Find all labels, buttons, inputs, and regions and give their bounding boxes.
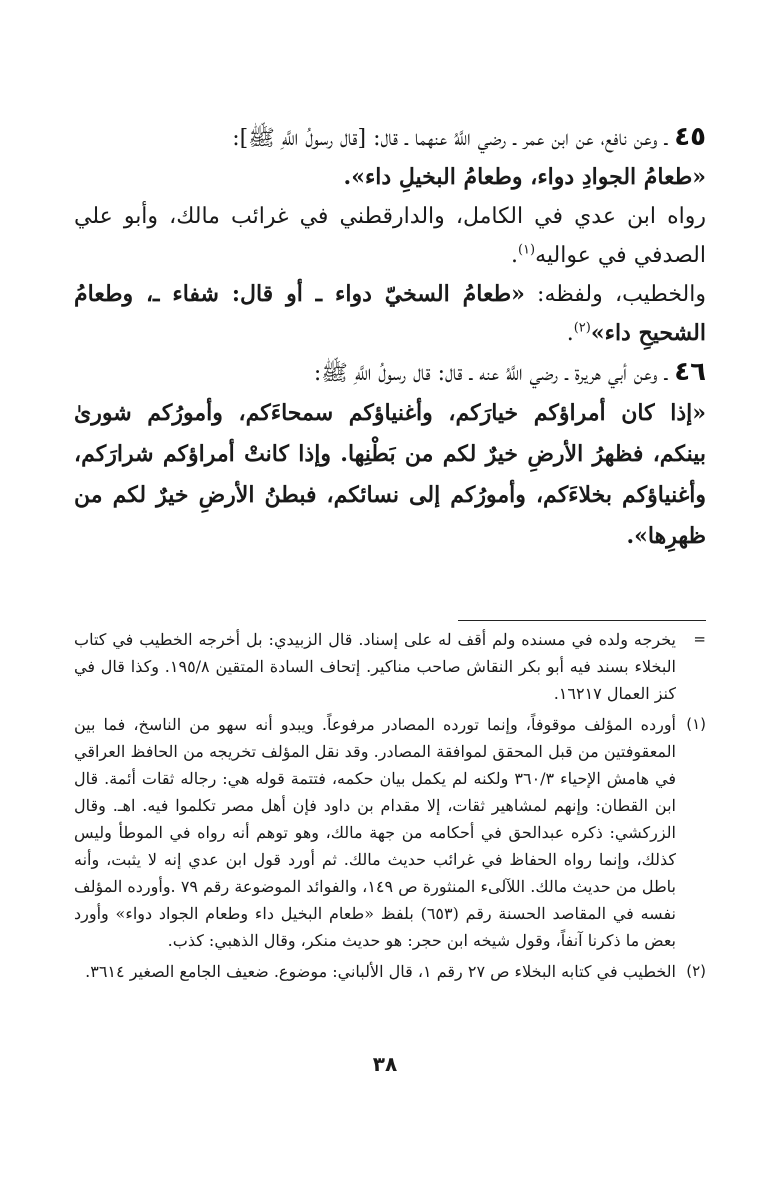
footnote-ref-2: (٢) bbox=[573, 320, 591, 336]
khatib-quote: «طعامُ السخيّ دواء ـ أو قال: شفاء ـ، وطعامُ الشحيحِ داء» bbox=[74, 281, 706, 346]
footnote-text: الخطيب في كتابه البخلاء ص ٢٧ رقم ١، قال الألباني: موضوع. ضعيف الجامع الصغير ٣٦١٤. bbox=[85, 962, 676, 981]
main-text bbox=[74, 118, 706, 557]
khatib-narration bbox=[74, 275, 706, 353]
footnote-separator bbox=[458, 620, 706, 621]
hadith-45-source-text: رواه ابن عدي في الكامل، والدارقطني في غرائب مالك، وأبو علي الصدفي في عواليه bbox=[74, 204, 706, 268]
hadith-46-intro: ـ وعن أبي هريرة ـ رضي اللَّهُ عنه ـ قال: قال رسولُ اللَّهِ ﷺ: bbox=[313, 361, 668, 386]
footnote-mark: (١) bbox=[686, 715, 706, 733]
khatib-end: . bbox=[566, 321, 574, 346]
footnote-mark: (٢) bbox=[686, 962, 706, 980]
footnote-continuation bbox=[74, 626, 706, 707]
footnote-1 bbox=[74, 711, 706, 954]
footnote-text: أورده المؤلف موقوفاً، وإنما تورده المصادر مرفوعاً. ويبدو أنه سهو من الناسخ، فما بين المعقوفتين من قبل المحقق لموافقة المصادر. وقد نقل المؤلف تخريجه من الحافظ العراقي في هامش الإحياء ٣٦٠/٣ ولكنه لم يكمل بيان حكمه، فتتمة قوله هي: رجاله ثقات أئمة. قال ابن القطان: وإنهم لمشاهير ثقات، إلا مقدام بن داود فإن أهل مصر تكلموا فيه. اهـ. وقال الزركشي: ذكره عبدالحق في أحكامه من جهة مالك، وهو توهم أنه رواه في الموطأ وليس كذلك، وإنما رواه الحفاظ في غرائب حديث مالك. ثم أورد قول ابن عدي إنه لا يثبت، وأنه باطل من حديث مالك. اللآلىء المنثورة ص ١٤٩، والفوائد الموضوعة رقم ٧٩ .وأورده المؤلف نفسه في المقاصد الحسنة رقم (٦٥٣) بلفظ «طعام البخيل داء وطعام الجواد دواء» وأورد بعض ما ذكرنا آنفاً، وقول شيخه ابن حجر: هو حديث منكر، وقال الذهبي: كذب. bbox=[74, 715, 677, 950]
hadith-45-quote: «طعامُ الجوادِ دواء، وطعامُ البخيلِ داء». bbox=[343, 164, 706, 190]
page-number: ٣٨ bbox=[372, 1052, 398, 1076]
footnote-ref-1: (١) bbox=[517, 242, 536, 258]
hadith-45-intro: ـ وعن نافع، عن ابن عمر ـ رضي اللَّهُ عنهما ـ قال: [قال رسولُ اللَّهِ ﷺ]: bbox=[232, 126, 668, 151]
hadith-46-quote: «إذا كان أمراؤكم خيارَكم، وأغنياؤكم سمحاءَكم، وأمورُكم شورىٰ بينكم، فظهرُ الأرضِ خيرٌ لكم من بَطْنِها. وإذا كانتْ أمراؤكم شرارَكم، وأغنياؤكم بخلاءَكم، وأمورُكم إلى نسائكم، فبطنُ الأرضِ خيرٌ لكم من ظهرِها». bbox=[74, 400, 706, 549]
hadith-45-source bbox=[74, 197, 706, 275]
hadith-number-45: ٤٥ bbox=[674, 122, 706, 152]
hadith-45 bbox=[74, 118, 706, 158]
footnotes bbox=[74, 626, 706, 989]
footnote-text: يخرجه ولده في مسنده ولم أقف له على إسناد. قال الزبيدي: بل أخرجه الخطيب في كتاب البخلاء بسند فيه أبو بكر النقاش صاحب مناكير. إتحاف السادة المتقين ١٩٥/٨. وكذا قال في كنز العمال ١٦٢١٧. bbox=[74, 630, 676, 703]
footnote-mark: = bbox=[693, 630, 706, 648]
hadith-number-46: ٤٦ bbox=[674, 357, 706, 387]
hadith-45-source-end: . bbox=[510, 243, 518, 268]
khatib-intro: والخطيب، ولفظه: bbox=[537, 282, 706, 307]
footnote-2 bbox=[74, 958, 706, 985]
hadith-46 bbox=[74, 353, 706, 393]
